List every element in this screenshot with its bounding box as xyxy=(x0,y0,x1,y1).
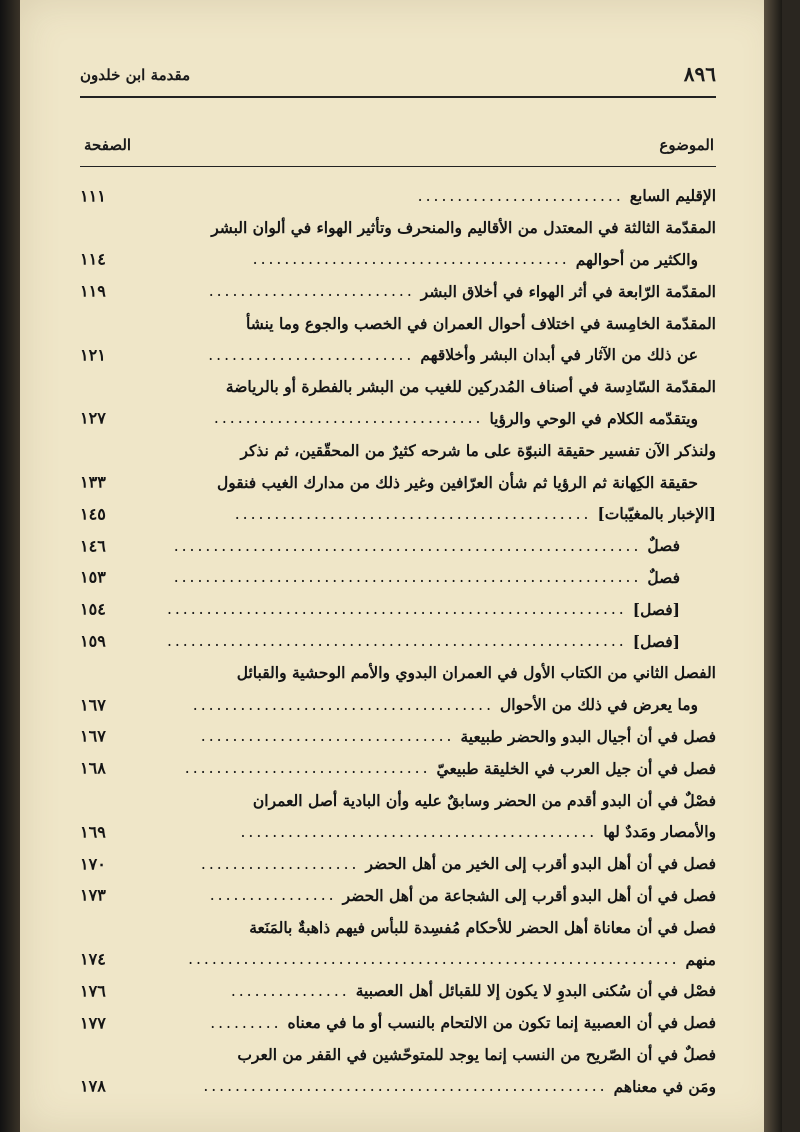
toc-leader-dots: ................................ xyxy=(200,727,455,746)
column-headers xyxy=(80,136,716,162)
toc-leader-dots: .......................... xyxy=(208,282,415,301)
toc-entry xyxy=(80,593,716,625)
toc-entry-title: فصلٌ في أن الصّريح من النسب إنما يوجد للمتوحّشين في القفر من العرب xyxy=(237,1044,716,1064)
toc-leader-dots: ................................................... xyxy=(203,1077,608,1096)
toc-leader-dots: ............... xyxy=(230,981,350,1000)
toc-entry xyxy=(80,339,716,371)
toc-leader-dots: .......................................................... xyxy=(166,632,627,651)
toc-entry-title: عن ذلك من الآثار في أبدان البشر وأخلاقهم xyxy=(420,345,698,365)
toc-entry xyxy=(80,530,716,562)
toc-entry-title: [الإخبار بالمغيّبات] xyxy=(597,504,716,524)
toc-page-number: ١٥٩ xyxy=(80,631,106,651)
toc-entry xyxy=(80,1070,716,1102)
toc-page-number: ١١٤ xyxy=(80,249,106,269)
toc-leader-dots: ........................................ xyxy=(252,250,570,269)
toc-entry-title: فصل في أن أهل البدو أقرب إلى الشجاعة من أهل الحضر xyxy=(342,885,716,905)
toc-entry xyxy=(80,975,716,1007)
book-title: مقدمة ابن خلدون xyxy=(80,66,191,84)
toc-leader-dots: ...................................... xyxy=(192,695,494,714)
toc-page-number: ١٤٥ xyxy=(80,504,106,524)
toc-entry-title: فصل في أن العصبية إنما تكون من الالتحام بالنسب أو ما في معناه xyxy=(287,1013,716,1033)
toc-leader-dots: ............................................. xyxy=(240,822,598,841)
toc-entry-title: والأمصار ومَددٌ لها xyxy=(603,822,716,842)
toc-entry-title: فصْل في أن سُكنى البدوِ لا يكون إلا للقبائل أهل العصبية xyxy=(355,981,716,1001)
toc-entry xyxy=(80,880,716,912)
toc-page-number: ١٦٨ xyxy=(80,758,106,778)
toc-entry xyxy=(80,784,716,816)
toc-entry-title: [فصل] xyxy=(632,631,680,651)
toc-entry-title: حقيقة الكِهانة ثم الرؤيا ثم شأن العرّافين وغير ذلك من مدارك الغيب فنقول xyxy=(216,472,698,492)
toc-page-number: ١٧٤ xyxy=(80,949,106,969)
toc-page-number: ١٥٣ xyxy=(80,567,106,587)
toc-entry-title: فصلٌ xyxy=(647,567,680,587)
toc-page-number: ١٧٨ xyxy=(80,1076,106,1096)
toc-leader-dots: .......................... xyxy=(417,186,624,205)
toc-page-number: ١٦٩ xyxy=(80,822,106,842)
toc-page-number: ١٧٧ xyxy=(80,1013,106,1033)
toc-entry xyxy=(80,657,716,689)
toc-entry xyxy=(80,752,716,784)
toc-entry-title: فصل في أن معاناة أهل الحضر للأحكام مُفسِدة للبأس فيهم ذاهبةٌ بالمَنَعة xyxy=(249,917,716,937)
toc-entry-title: المقدّمة السّادِسة في أصناف المُدركين للغيب من البشر بالفطرة أو بالرياضة xyxy=(225,377,716,397)
toc-leader-dots: .................................. xyxy=(213,409,484,428)
toc-page-number: ١٧٦ xyxy=(80,981,106,1001)
toc-entry-title: ويتقدّمه الكلام في الوحي والرؤيا xyxy=(489,408,698,428)
toc-page-number: ١٢٧ xyxy=(80,408,106,428)
toc-page-number: ١١١ xyxy=(80,186,106,206)
page-column-header: الصفحة xyxy=(84,136,132,154)
toc-entry-title: المقدّمة الرّابعة في أثر الهواء في أخلاق البشر xyxy=(420,281,716,301)
toc-page-number: ١٢١ xyxy=(80,345,106,365)
toc-entry xyxy=(80,721,716,753)
toc-page-number: ١٥٤ xyxy=(80,599,106,619)
book-spine-shadow xyxy=(0,0,20,1132)
book-page xyxy=(20,0,782,1132)
toc-entry xyxy=(80,434,716,466)
toc-entry-title: فصل في أن أجيال البدو والحضر طبيعية xyxy=(460,726,716,746)
toc-entry xyxy=(80,1007,716,1039)
page-edge-shadow xyxy=(764,0,782,1132)
toc-leader-dots: ........................................................... xyxy=(173,536,642,555)
toc-leader-dots: ................ xyxy=(209,886,337,905)
toc-page-number: ١٦٧ xyxy=(80,695,106,715)
toc-entry-title: فصْلٌ في أن البدو أقدم من الحضر وسابقٌ عليه وأن البادية أصل العمران xyxy=(252,790,716,810)
toc-entry xyxy=(80,848,716,880)
toc-entry xyxy=(80,943,716,975)
toc-entry xyxy=(80,625,716,657)
table-of-contents xyxy=(80,180,716,1102)
toc-page-number: ١٧٣ xyxy=(80,885,106,905)
toc-leader-dots: .......................... xyxy=(208,345,415,364)
topic-column-header: الموضوع xyxy=(659,136,714,154)
toc-entry-title: فصل في أن أهل البدو أقرب إلى الخير من أهل الحضر xyxy=(365,854,716,874)
toc-entry-title: وما يعرض في ذلك من الأحوال xyxy=(500,695,698,715)
toc-entry-title: ومَن في معناهم xyxy=(613,1076,716,1096)
toc-entry-title: المقدّمة الثالثة في المعتدل من الأقاليم والمنحرف وتأثير الهواء في ألوان البشر xyxy=(211,218,716,238)
toc-entry-title: فصل في أن جيل العرب في الخليقة طبيعيّ xyxy=(436,758,716,778)
column-header-rule xyxy=(80,166,716,167)
toc-entry-title: الإقليم السابع xyxy=(629,186,716,206)
toc-entry-title: منهم xyxy=(685,949,716,969)
toc-page-number: ١٦٧ xyxy=(80,726,106,746)
toc-entry-title: ولنذكر الآن تفسير حقيقة النبوّة على ما شرحه كثيرٌ من المحقّقين، ثم نذكر xyxy=(240,440,716,460)
toc-entry xyxy=(80,816,716,848)
toc-leader-dots: ............................................. xyxy=(234,504,592,523)
toc-entry xyxy=(80,244,716,276)
toc-entry xyxy=(80,371,716,403)
page-number: ٨٩٦ xyxy=(683,62,716,86)
toc-entry xyxy=(80,562,716,594)
toc-entry xyxy=(80,180,716,212)
toc-entry-title: المقدّمة الخامِسة في اختلاف أحوال العمران في الخصب والجوع وما ينشأ xyxy=(246,313,716,333)
running-head xyxy=(80,62,716,92)
toc-leader-dots: ............................... xyxy=(184,759,431,778)
toc-leader-dots: ......... xyxy=(210,1013,282,1032)
toc-entry-title: الفصل الثاني من الكتاب الأول في العمران البدوي والأمم الوحشية والقبائل xyxy=(236,663,716,683)
toc-page-number: ١٧٠ xyxy=(80,854,106,874)
toc-entry-title: [فصل] xyxy=(632,599,680,619)
toc-entry xyxy=(80,403,716,435)
toc-leader-dots: .......................................................... xyxy=(166,600,627,619)
toc-leader-dots: .................... xyxy=(200,854,360,873)
toc-entry-title: والكثير من أحوالهم xyxy=(575,249,698,269)
header-rule xyxy=(80,96,716,98)
toc-entry xyxy=(80,689,716,721)
toc-entry xyxy=(80,498,716,530)
toc-page-number: ١٤٦ xyxy=(80,536,106,556)
toc-entry xyxy=(80,307,716,339)
toc-entry xyxy=(80,212,716,244)
toc-entry xyxy=(80,275,716,307)
toc-entry xyxy=(80,911,716,943)
toc-leader-dots: ........................................................... xyxy=(173,568,642,587)
toc-entry xyxy=(80,1039,716,1071)
toc-leader-dots: .............................................................. xyxy=(188,950,680,969)
toc-page-number: ١١٩ xyxy=(80,281,106,301)
toc-entry-title: فصلٌ xyxy=(647,536,680,556)
toc-entry xyxy=(80,466,716,498)
toc-page-number: ١٣٣ xyxy=(80,472,106,492)
